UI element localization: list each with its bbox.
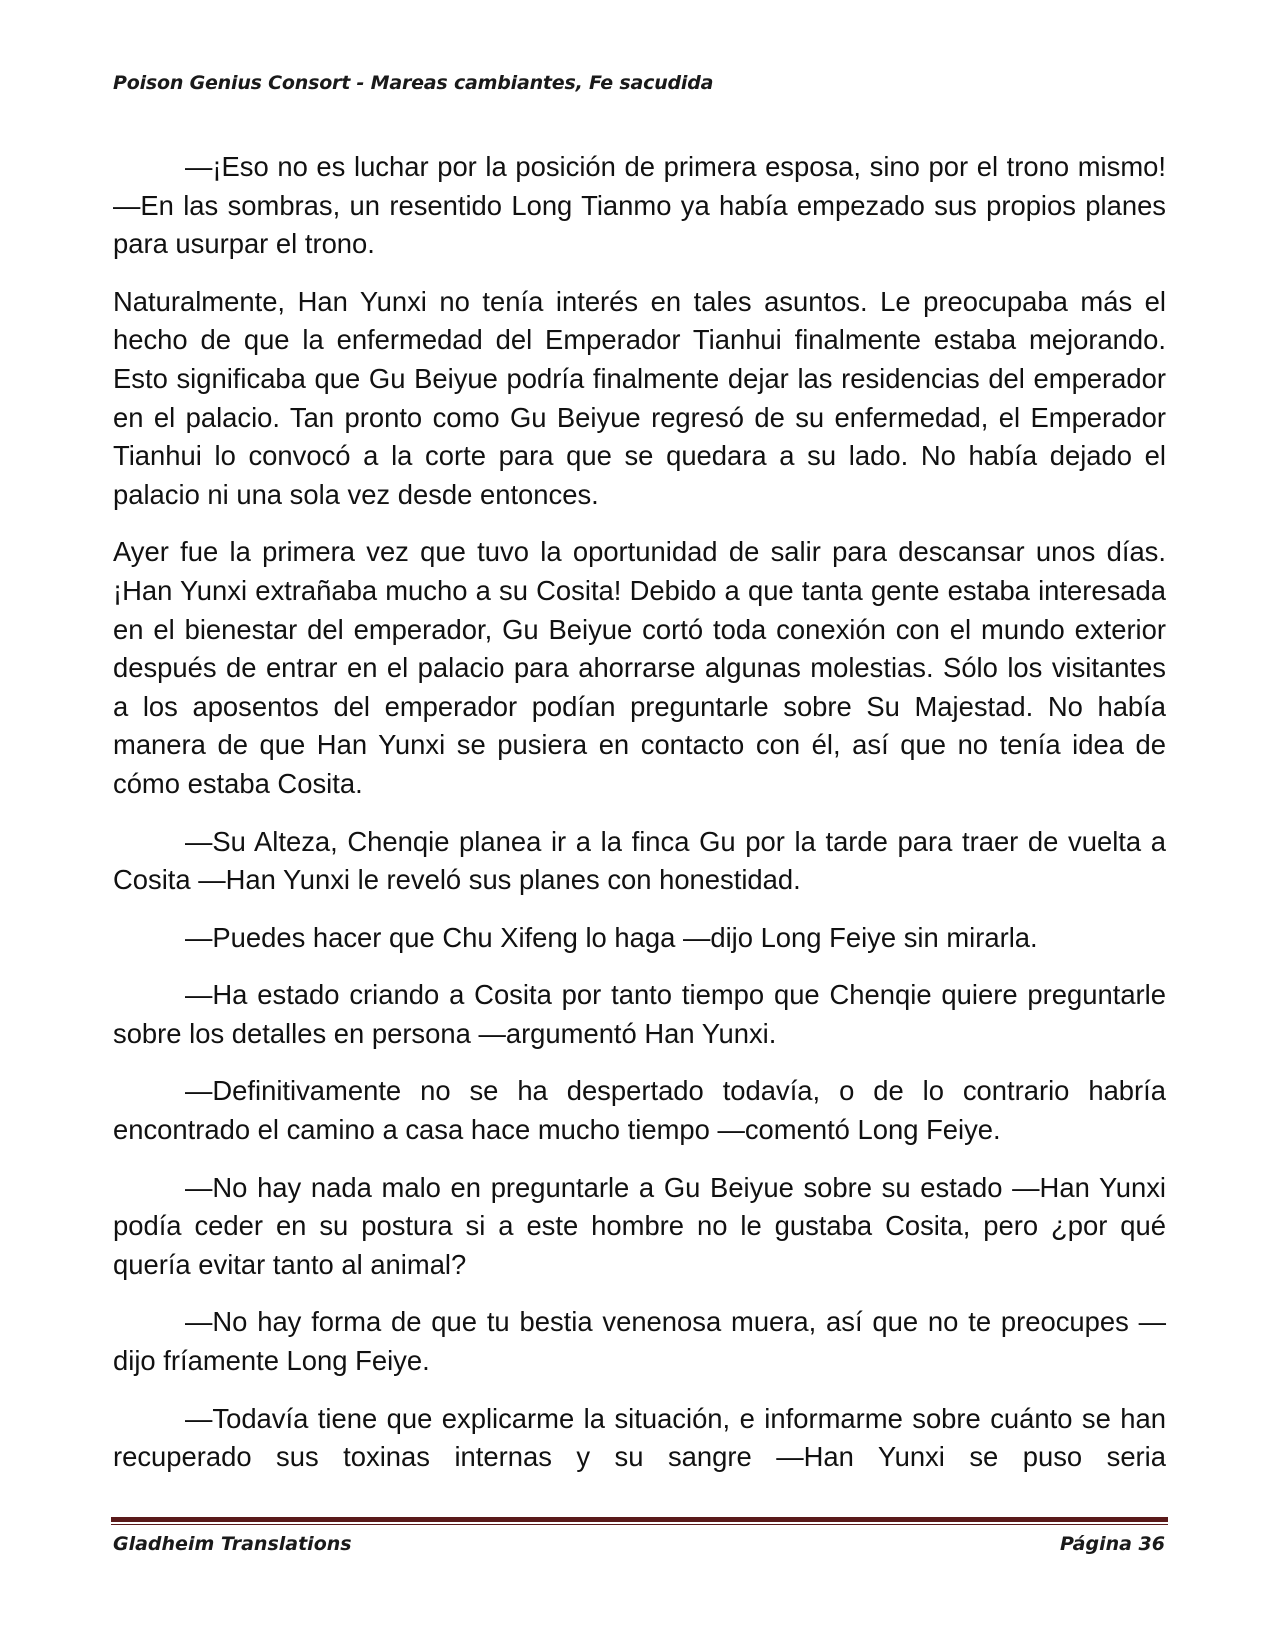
footer-page-number: Página 36 [1059,1533,1165,1555]
footer-divider [111,1517,1168,1525]
paragraph: —Todavía tiene que explicarme la situación, e informarme sobre cuánto se han recuperado sus toxinas internas y su sangre —Han Yunxi se puso seria [113,1402,1166,1473]
paragraph: —No hay nada malo en preguntarle a Gu Beiyue sobre su estado —Han Yunxi podía ceder en su postura si a este hombre no le gustaba Cosita, pero ¿por qué quería evitar tanto al animal? [113,1171,1166,1280]
footer-divider-thin-line [111,1524,1168,1525]
paragraph: —Su Alteza, Chenqie planea ir a la finca Gu por la tarde para traer de vuelta a Cosita —Han Yunxi le reveló sus planes con honestidad. [113,825,1166,896]
footer-divider-thick-line [111,1517,1168,1522]
paragraph: —Ha estado criando a Cosita por tanto tiempo que Chenqie quiere preguntarle sobre los detalles en persona —argumentó Han Yunxi. [113,979,1166,1049]
paragraph: Naturalmente, Han Yunxi no tenía interés en tales asuntos. Le preocupaba más el hecho de que la enfermedad del Emperador Tianhui finalmente estaba mejorando. Esto significaba que Gu Beiyue podría finalmente dejar las residencias del emperador en el palacio. Tan pronto como Gu Beiyue regresó de su enfermedad, el Emperador Tianhui lo convocó a la corte para que se quedara a su lado. No había dejado el palacio ni una sola vez desde entonces. [113,285,1166,510]
paragraph: —Definitivamente no se ha despertado todavía, o de lo contrario habría encontrado el camino a casa hace mucho tiempo —comentó Long Feiye. [113,1075,1166,1146]
paragraph: —¡Eso no es luchar por la posición de primera esposa, sino por el trono mismo! —En las sombras, un resentido Long Tianmo ya había empezado sus propios planes para usurpar el trono. [113,151,1166,260]
body-text [113,148,1166,1477]
paragraph: —Puedes hacer que Chu Xifeng lo haga —dijo Long Feiye sin mirarla. [185,921,1038,953]
footer-publisher: Gladheim Translations [113,1533,352,1555]
paragraph: —No hay forma de que tu bestia venenosa muera, así que no te preocupes —dijo fríamente Long Feiye. [113,1306,1166,1377]
running-header-title: Poison Genius Consort - Mareas cambiantes, Fe sacudida [113,72,714,94]
paragraph: Ayer fue la primera vez que tuvo la oportunidad de salir para descansar unos días. ¡Han Yunxi extrañaba mucho a su Cosita! Debido a que tanta gente estaba interesada en el bienestar del emperador, Gu Beiyue cortó toda conexión con el mundo exterior después de entrar en el palacio para ahorrarse algunas molestias. Sólo los visitantes a los aposentos del emperador podían preguntarle sobre Su Majestad. No había manera de que Han Yunxi se pusiera en contacto con él, así que no tenía idea de cómo estaba Cosita. [113,536,1166,799]
